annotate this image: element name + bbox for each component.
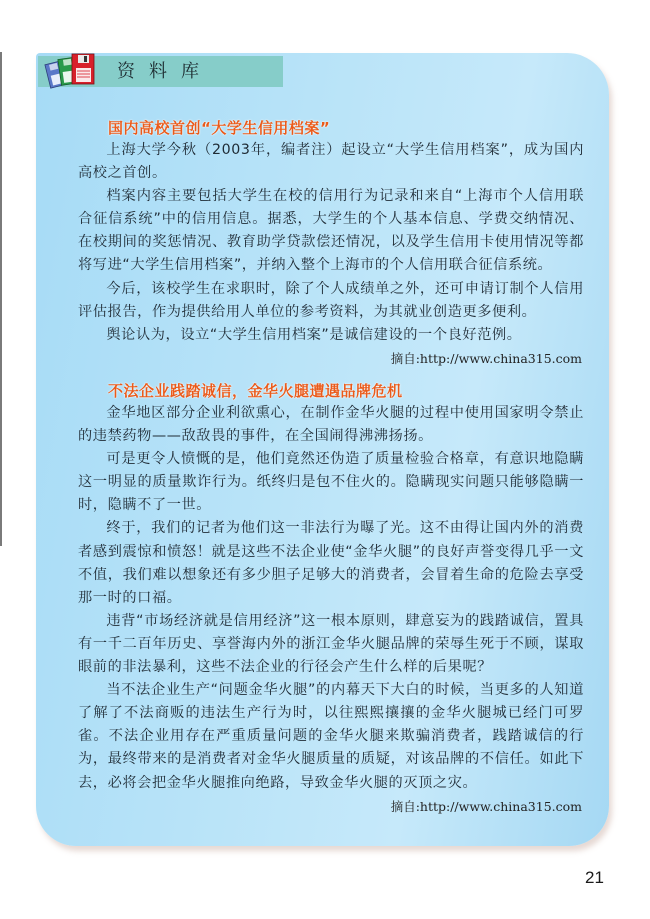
article-paragraph: 今后，该校学生在求职时，除了个人成绩单之外，还可申请订制个人信用评估报告，作为提供给用人单位的参考资料，为其就业创造更多便利。 [78, 280, 584, 320]
article-title: 不法企业践踏诚信，金华火腿遭遇品牌危机 [108, 382, 403, 400]
article-paragraph: 可是更令人愤慨的是，他们竟然还伪造了质量检验合格章，有意识地隐瞒这一明显的质量欺诈行为。纸终归是包不住火的。隐瞒现实问题只能够隐瞒一时，隐瞒不了一世。 [78, 451, 584, 514]
article-paragraph: 金华地区部分企业利欲熏心，在制作金华火腿的过程中使用国家明令禁止的违禁药物——敌敌畏的事件，在全国闹得沸沸扬扬。 [78, 405, 584, 445]
article-paragraph: 上海大学今秋（2003年，编者注）起设立“大学生信用档案”，成为国内高校之首创。 [78, 142, 584, 182]
article-credit-file [78, 117, 584, 370]
section-title: 资料库 [117, 61, 213, 82]
article-source: 摘自:http://www.china315.com [390, 798, 582, 814]
article-source: 摘自:http://www.china315.com [390, 350, 582, 366]
article-paragraph: 终于，我们的记者为他们这一非法行为曝了光。这不由得让国内外的消费者感到震惊和愤怒！就是这些不法企业使“金华火腿”的良好声誉变得几乎一文不值，我们难以想象还有多少胆子足够大的消费者，会冒着生命的危险去享受那一时的口福。 [78, 520, 584, 606]
article-paragraph: 舆论认为，设立“大学生信用档案”是诚信建设的一个良好范例。 [106, 326, 522, 343]
article-jinhua-ham [78, 380, 584, 818]
article-paragraph: 违背“市场经济就是信用经济”这一根本原则，肆意妄为的践踏诚信，置具有一千二百年历史、享誉海内外的浙江金华火腿品牌的荣辱生死于不顾，谋取眼前的非法暴利，这些不法企业的行径会产生什么样的后果呢？ [78, 612, 584, 676]
page-number: 21 [585, 868, 604, 887]
article-paragraph: 当不法企业生产“问题金华火腿”的内幕天下大白的时候，当更多的人知道了解了不法商贩的违法生产行为时，以往熙熙攘攘的金华火腿城已经门可罗雀。不法企业用存在严重质量问题的金华火腿来欺骗消费者，践踏诚信的行为，最终带来的是消费者对金华火腿质量的质疑，对该品牌的不信任。如此下去，必将会把金华火腿推向绝路，导致金华火腿的灭顶之灾。 [78, 682, 584, 791]
page-edge-rule [0, 52, 2, 546]
article-paragraph: 档案内容主要包括大学生在校的信用行为记录和来自“上海市个人信用联合征信系统”中的信用信息。据悉，大学生的个人基本信息、学费交纳情况、在校期间的奖惩情况、教育助学贷款偿还情况，以及学生信用卡使用情况等都将写进“大学生信用档案”，并纳入整个上海市的个人信用联合征信系统。 [78, 188, 584, 274]
floppy-disks-icon [44, 50, 100, 92]
article-title: 国内高校首创“大学生信用档案” [108, 119, 331, 137]
